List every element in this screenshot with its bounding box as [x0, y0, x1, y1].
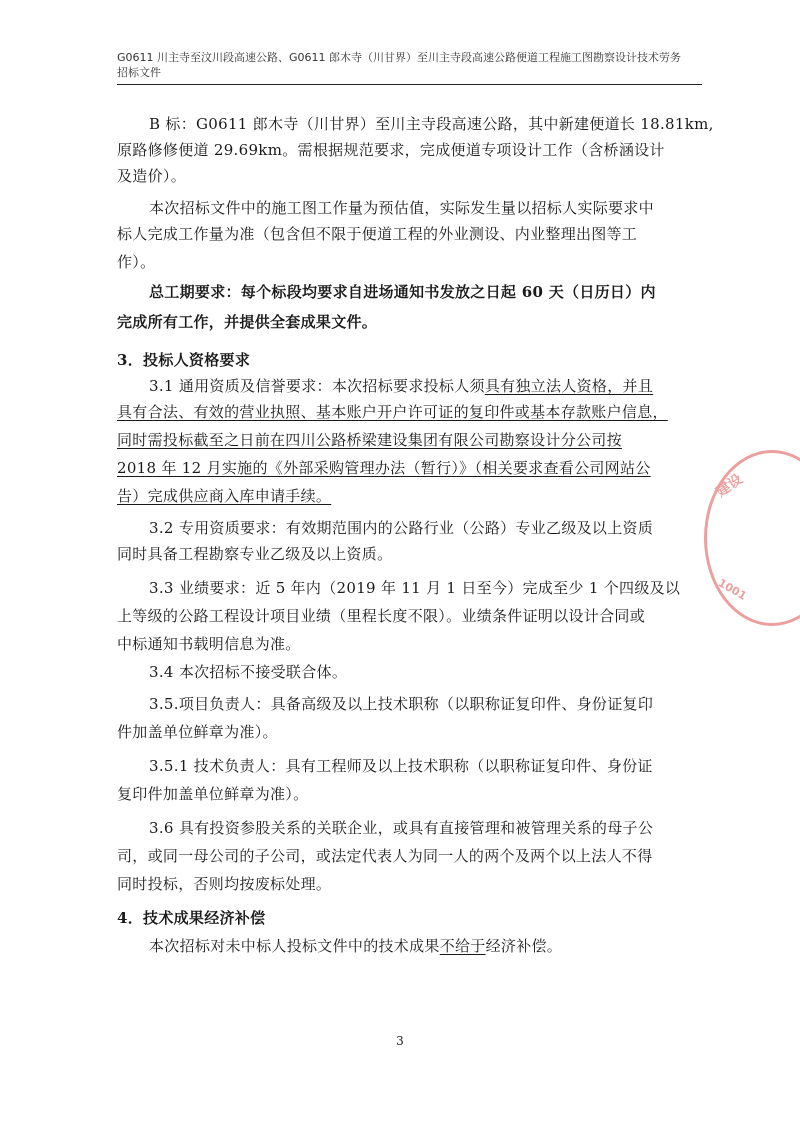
paragraph-line: 及造价）。: [117, 167, 187, 185]
paragraph-line: 3.2 专用资质要求：有效期范围内的公路行业（公路）专业乙级及以上资质: [149, 519, 654, 537]
paragraph-line: 同时投标，否则均按废标处理。: [117, 875, 332, 893]
paragraph-line: 3.5.项目负责人：具备高级及以上技术职称（以职称证复印件、身份证复印: [149, 695, 654, 713]
paragraph-line: [149, 935, 562, 957]
paragraph-line: B 标：G0611 郎木寺（川甘界）至川主寺段高速公路，其中新建便道长 18.81km,: [149, 115, 714, 133]
document-header: [117, 50, 702, 85]
paragraph-line: 上等级的公路工程设计项目业绩（里程长度不限）。业绩条件证明以设计合同或: [117, 607, 646, 625]
header-title-line1: G0611 川主寺至汶川段高速公路、G0611 郎木寺（川甘界）至川主寺段高速公路便道工程施工图勘察设计技术劳务: [117, 51, 682, 64]
paragraph-line: 2018 年 12 月实施的《外部采购管理办法（暂行）》（相关要求查看公司网站公: [117, 459, 651, 477]
paragraph-text: 经济补偿。: [485, 937, 563, 955]
paragraph-line: 具有合法、有效的营业执照、基本账户开户许可证的复印件或基本存款账户信息，: [117, 403, 668, 421]
duration-requirement: 完成所有工作，并提供全套成果文件。: [117, 313, 378, 331]
header-title-line2: 招标文件: [117, 66, 161, 79]
paragraph-line: 3.4 本次招标不接受联合体。: [149, 663, 348, 681]
underlined-text: 具有独立法人资格，并且: [484, 377, 654, 395]
underlined-text: 不给于: [439, 937, 486, 955]
section-heading: 3．投标人资格要求: [117, 351, 251, 369]
duration-requirement: 总工期要求：每个标段均要求自进场通知书发放之日起 60 天（日历日）内: [149, 283, 656, 301]
paragraph-line: 3.5.1 技术负责人：具有工程师及以上技术职称（以职称证复印件、身份证: [149, 757, 653, 775]
paragraph-line: 件加盖单位鲜章为准）。: [117, 723, 278, 741]
paragraph-line: 复印件加盖单位鲜章为准）。: [117, 785, 309, 803]
paragraph-line: 告）完成供应商入库申请手续。: [117, 487, 332, 505]
paragraph-text: 本次招标对未中标人投标文件中的技术成果: [149, 937, 440, 955]
paragraph-line: 同时需投标截至之日前在四川公路桥梁建设集团有限公司勘察设计分公司按: [117, 431, 622, 449]
paragraph-line: 同时具备工程勘察专业乙级及以上资质。: [117, 545, 393, 563]
paragraph-line: 本次招标文件中的施工图工作量为预估值，实际发生量以招标人实际要求中: [149, 199, 654, 217]
paragraph-line: [149, 375, 653, 397]
paragraph-line: 标人完成工作量为准（包含但不限于便道工程的外业测设、内业整理出图等工: [117, 225, 638, 243]
paragraph-text: 3.1 通用资质及信誉要求：本次招标要求投标人须: [149, 377, 485, 395]
paragraph-line: 3.6 具有投资参股关系的关联企业，或具有直接管理和被管理关系的母子公: [149, 819, 654, 837]
section-heading: 4．技术成果经济补偿: [117, 909, 266, 927]
paragraph-line: 中标通知书载明信息为准。: [117, 635, 301, 653]
paragraph-line: 作）。: [117, 253, 156, 271]
page-number: 3: [396, 1034, 404, 1048]
paragraph-line: 司，或同一母公司的子公司，或法定代表人为同一人的两个及两个以上法人不得: [117, 847, 653, 865]
paragraph-line: 3.3 业绩要求：近 5 年内（2019 年 11 月 1 日至今）完成至少 1 个四级及以: [149, 579, 681, 597]
paragraph-line: 原路修修便道 29.69km。需根据规范要求，完成便道专项设计工作（含桥涵设计: [117, 141, 665, 159]
company-seal-stamp: 建设 1001: [704, 450, 800, 626]
